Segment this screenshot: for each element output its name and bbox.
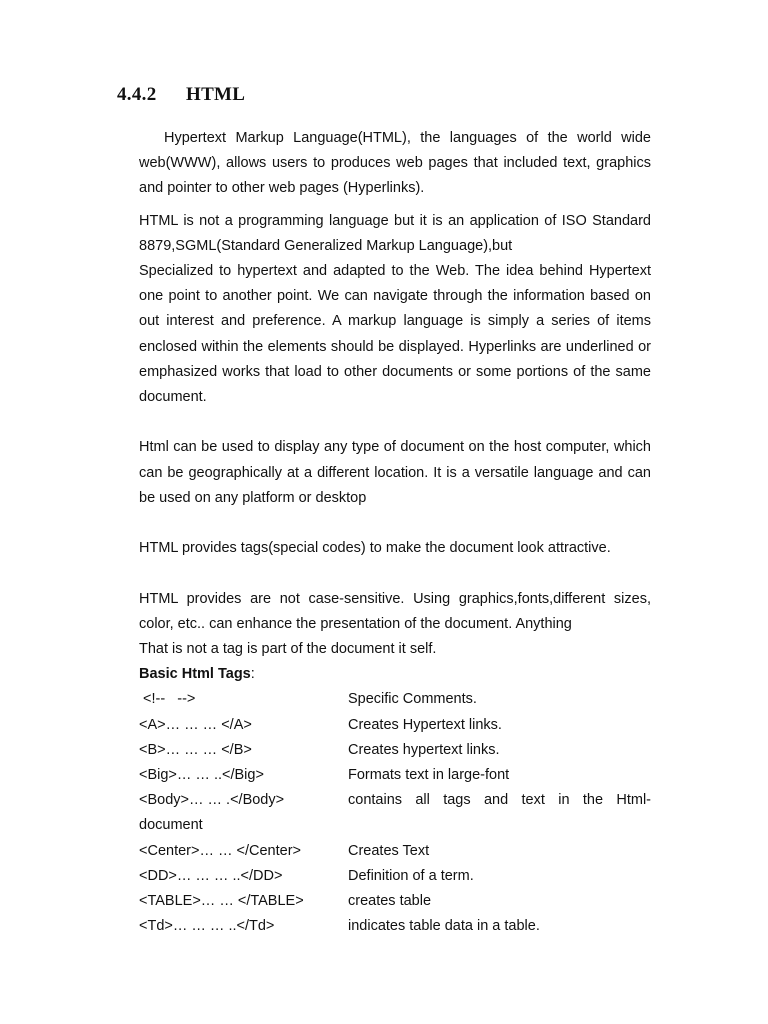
basic-tags-heading: [139, 662, 651, 687]
tag-name: <TABLE>… … </TABLE>: [139, 893, 304, 910]
paragraph-display: Html can be used to display any type of document on the host computer, which can be geographically at a different location. It is a versatile language and can be used on any platform or desktop: [139, 439, 651, 506]
paragraph-intro: Hypertext Markup Language(HTML), the languages of the world wide web(WWW), allows users to produces web pages that included text, graphics and pointer to other web pages (Hyperlinks).: [139, 130, 651, 197]
tag-row: [139, 914, 651, 939]
tag-description: Creates Hypertext links.: [348, 716, 502, 733]
tag-description: Creates Text: [348, 842, 430, 859]
tag-name: <Big>… … ..</Big>: [139, 767, 264, 784]
tag-description: Specific Comments.: [348, 691, 477, 708]
tag-row: [139, 788, 651, 813]
section-heading: [117, 84, 245, 106]
paragraph-hypertext: Specialized to hypertext and adapted to the Web. The idea behind Hypertext one point to another point. We can navigate through the information based on out interest and preference. A markup language is simply a series of items enclosed within the elements should be displayed. Hyperlinks are underlined or emphasized works that load to other documents or some portions of the same document.: [139, 263, 651, 406]
tag-row: [139, 839, 651, 864]
tag-name: <A>… … … </A>: [139, 716, 252, 733]
tag-row: [139, 738, 651, 763]
tag-row: [139, 687, 651, 712]
tag-description: indicates table data in a table.: [348, 918, 540, 935]
paragraph-iso-standard: HTML is not a programming language but it is an application of ISO Standard 8879,SGML(Standard Generalized Markup Language),but: [139, 212, 651, 254]
paragraph-tags: HTML provides tags(special codes) to make the document look attractive.: [139, 540, 611, 557]
document-body: [139, 126, 651, 939]
tag-description: Creates hypertext links.: [348, 741, 500, 758]
basic-tags-table: [139, 687, 651, 939]
tag-description: Formats text in large-font: [348, 767, 510, 784]
basic-tags-colon: :: [250, 666, 255, 683]
tag-description: creates table: [348, 893, 432, 910]
tag-name: <Body>… … .</Body>: [139, 792, 285, 809]
tag-row: [139, 889, 651, 914]
tag-row: [139, 713, 651, 738]
paragraph-not-a-tag: That is not a tag is part of the document it self.: [139, 641, 437, 658]
tag-row: [139, 763, 651, 788]
tag-description: Definition of a term.: [348, 867, 474, 884]
tag-row-continuation: [139, 813, 651, 838]
tag-name: <B>… … … </B>: [139, 741, 252, 758]
section-title: HTML: [186, 84, 246, 105]
tag-name: <Center>… … </Center>: [139, 842, 301, 859]
tag-name: <Td>… … … ..</Td>: [139, 918, 275, 935]
section-number: 4.4.2: [117, 84, 157, 105]
tag-row: [139, 864, 651, 889]
tag-name: <!-- -->: [139, 691, 196, 708]
tag-description: contains all tags and text in the Html-: [348, 792, 651, 809]
basic-tags-title: Basic Html Tags: [139, 666, 251, 683]
tag-description-continuation: document: [139, 817, 203, 834]
paragraph-case-sensitive: HTML provides are not case-sensitive. Using graphics,fonts,different sizes, color, etc.. can enhance the presentation of the document. Anything: [139, 590, 651, 632]
tag-name: <DD>… … … ..</DD>: [139, 867, 283, 884]
